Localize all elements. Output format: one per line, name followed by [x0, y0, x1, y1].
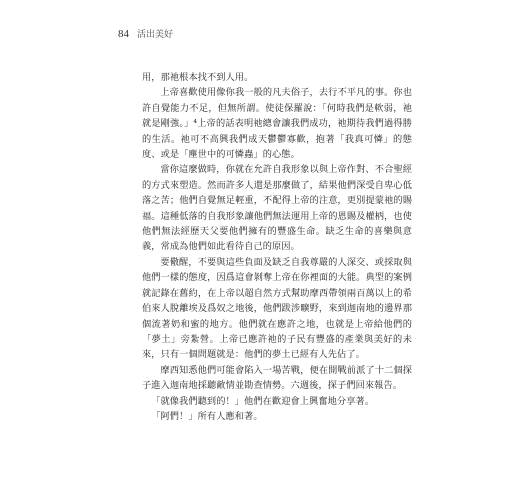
dialogue-line: 「就像我們聽到的！」他們在歡迎會上興奮地分享著。 — [151, 395, 375, 407]
paragraph-continuation: 用，那祂根本找不到人用。 — [142, 72, 254, 83]
paragraph: 要儆醒，不要與這些負面及缺乏自我尊嚴的人深交、或採取與他們一樣的態度，因爲這會剝奪上帝在你裡面的大能。典型的案例就記錄在舊約，在上帝以超自然方式幫助摩西帶領兩百萬以上的希伯來人脫離埃及爲奴之地後，他們跋涉曠野，來到迦南地的邊界那個流著奶和蜜的地方。他們就在應許之地，也就是上帝給他們的「夢土」旁紮營。上帝已應許祂的子民有豐盛的產業與美好的未來，只有一個問題就是：他們的夢土已經有人先佔了。 — [142, 256, 412, 361]
body-text — [142, 70, 412, 424]
paragraph: 上帝喜歡使用像你我一般的凡夫俗子，去行不平凡的事。你也許自覺能力不足，但無所謂。使徒保羅說：「何時我們是軟弱，祂就是剛強。」⁴上帝的話表明祂總會讓我們成功，祂期待我們過得勝的生活。祂可不高興我們成天鬱鬱寡歡，抱著「我真可憐」的態度、或是「塵世中的可憐蟲」的心態。 — [142, 87, 412, 161]
paragraph: 當你這麼做時，你就在允許自我形象以與上帝作對、不合聖經的方式來塑造。然而許多人還是那麼做了，結果他們深受自卑心低落之苦；他們自覺無足輕重，不配得上帝的注意，更別提蒙祂的賜福。這種低落的自我形象讓他們無法運用上帝的恩賜及權柄，也使他們無法經歷天父要他們擁有的豐盛生命。缺乏生命的喜樂與意義，常成為他們如此看待自己的原因。 — [142, 164, 412, 253]
book-title: 活出美好 — [137, 30, 174, 40]
page-number: 84 — [118, 28, 129, 40]
dialogue-line: 「阿們！」所有人應和著。 — [151, 410, 263, 422]
paragraph: 摩西知悉他們可能會陷入一場苦戰，便在開戰前派了十二個探子進入迦南地採聽敵情並勘查情勢。六週後，探子們回來報告。 — [142, 364, 412, 392]
page-header — [118, 27, 173, 40]
